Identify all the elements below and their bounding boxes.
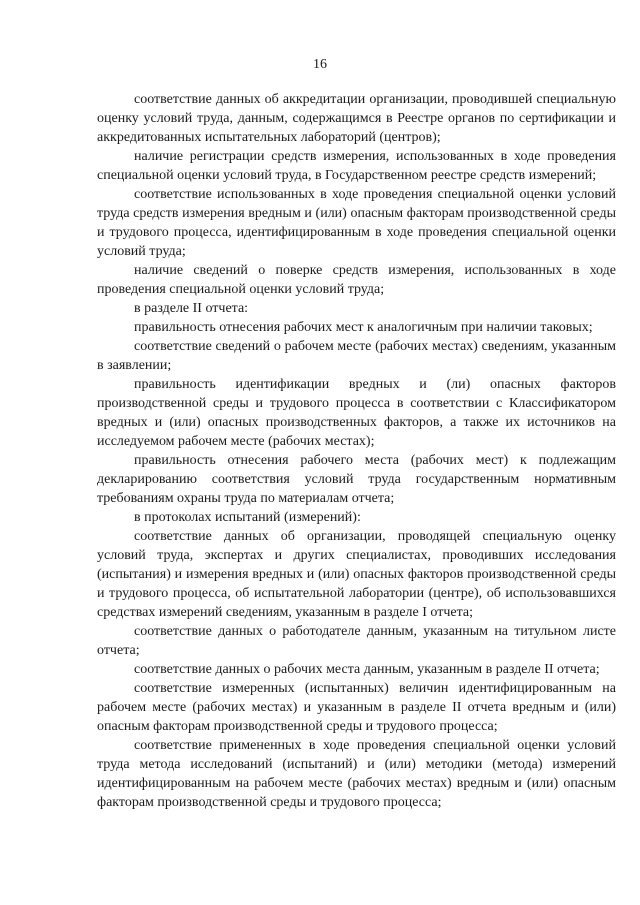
paragraph-test-protocols-heading: в протоколах испытаний (измерений): [134, 510, 361, 525]
paragraph-methods-conformity: соответствие примененных в ходе проведения специальной оценки условий труда метода исследований (испытаний) и (или) методики (метода) измерений идентифицированным на рабочем месте (рабочих местах) вредным и (или) опасным факторам производственной среды и трудового процесса; [97, 738, 616, 810]
paragraph-instruments-conformity: соответствие использованных в ходе проведения специальной оценки условий труда средств измерения вредным и (или) опасным факторам производственной среды и трудового процесса, идентифицированным в ходе проведения специальной оценки условий труда; [97, 187, 616, 259]
paragraph-declaration: правильность отнесения рабочего места (рабочих мест) к подлежащим декларированию соответствия условий труда государственным нормативным требованиям охраны труда по материалам отчета; [97, 453, 616, 506]
paragraph-workplace-data: соответствие данных о рабочих места данным, указанным в разделе II отчета; [134, 662, 600, 677]
paragraph-registration-of-instruments: наличие регистрации средств измерения, использованных в ходе проведения специальной оценки условий труда, в Государственном реестре средств измерений; [97, 149, 616, 183]
page-number: 16 [313, 57, 327, 72]
document-body [97, 90, 616, 812]
paragraph-verification-info: наличие сведений о поверке средств измерения, использованных в ходе проведения специальной оценки условий труда; [97, 263, 616, 297]
paragraph-measured-values: соответствие измеренных (испытанных) величин идентифицированным на рабочем месте (рабочих местах) и указанным в разделе II отчета вредным и (или) опасным факторам производственной среды и трудового процесса; [97, 681, 616, 734]
paragraph-employer-data: соответствие данных о работодателе данным, указанным на титульном листе отчета; [97, 624, 616, 658]
paragraph-analogous-workplaces: правильность отнесения рабочих мест к аналогичным при наличии таковых; [134, 320, 593, 335]
paragraph-organization-data: соответствие данных об организации, проводящей специальную оценку условий труда, экспертах и других специалистах, проводивших исследования (испытания) и измерения вредных и (или) опасных факторов производственной среды и трудового процесса, об испытательной лаборатории (центре), об использовавшихся средствах измерений сведениям, указанным в разделе I отчета; [97, 529, 616, 620]
paragraph-section-2-heading: в разделе II отчета: [134, 301, 249, 316]
paragraph-factor-identification: правильность идентификации вредных и (ли) опасных факторов производственной среды и трудового процесса в соответствии с Классификатором вредных и (или) опасных производственных факторов, а также их источников на исследуемом рабочем месте (рабочих местах); [97, 377, 616, 449]
paragraph-accreditation-data: соответствие данных об аккредитации организации, проводившей специальную оценку условий труда, данным, содержащимся в Реестре органов по сертификации и аккредитованных испытательных лабораторий (центров); [97, 92, 616, 145]
paragraph-workplace-info: соответствие сведений о рабочем месте (рабочих местах) сведениям, указанным в заявлении; [97, 339, 616, 373]
